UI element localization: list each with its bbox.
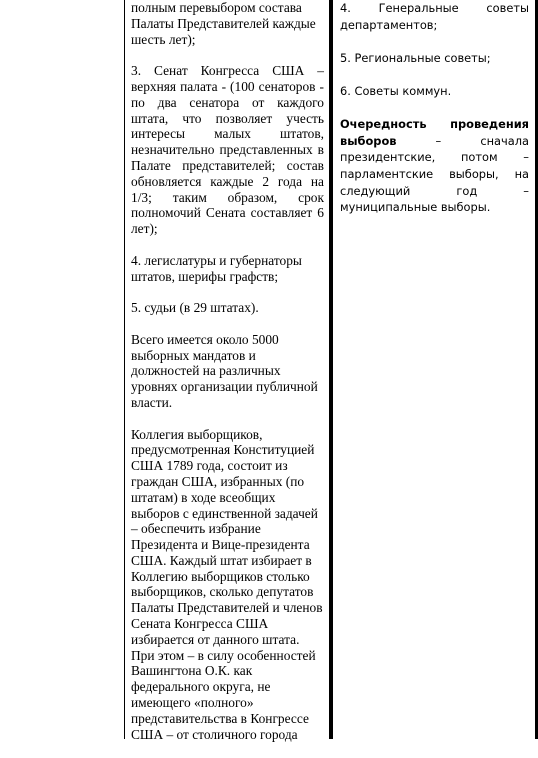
paragraph-mandates-total: Всего имеется около 5000 выборных мандатов и должностей на различных уровнях организации публичной власти. bbox=[131, 331, 318, 410]
table-border-left bbox=[124, 0, 125, 739]
paragraph-election-order bbox=[340, 116, 529, 216]
table-cell-middle bbox=[131, 0, 324, 758]
paragraph-legislatures: 4. легислатуры и губернаторы штатов, шерифы графств; bbox=[131, 252, 302, 284]
election-order-heading: Очередность проведения выборов bbox=[340, 117, 529, 148]
list-item-commune-councils: 6. Советы коммун. bbox=[340, 83, 452, 98]
list-item-regional-councils: 5. Региональные советы; bbox=[340, 50, 491, 65]
paragraph-electoral-college: Коллегия выборщиков, предусмотренная Конституцией США 1789 года, состоит из граждан США, избранных (по штатам) в ходе всеобщих выборов с единственной задачей – обеспечить избрание Президента и Вице-президента США. Каждый штат избирает в Коллегию выборщиков столько выборщиков, сколько депутатов Палаты Представителей и членов Сената Конгресса США избирается от данного штата. При этом – в силу особенностей Вашингтона О.К. как федерального округа, не имеющего «полного» представительства в Конгрессе США – от столичного города bbox=[131, 426, 323, 742]
paragraph-senate: 3. Сенат Конгресса США – верхняя палата - (100 сенаторов - по два сенатора от каждого штата, что позволяет учесть интересы малых штатов, незначительно представленных в Палате представителей; состав обновляется каждые 2 года на 1/3; таким образом, срок полномочий Сената составляет 6 лет); bbox=[131, 63, 324, 237]
paragraph-house-term: полным перевыбором состава Палаты Представителей каждые шесть лет); bbox=[131, 0, 316, 47]
table-cell-right bbox=[340, 0, 529, 232]
list-item-general-councils: 4. Генеральные советы департаментов; bbox=[340, 1, 529, 32]
paragraph-judges: 5. судьи (в 29 штатах). bbox=[131, 300, 259, 316]
election-order-text: – сначала президентские, потом – парламентские выборы, на следующий год – муниципальные выборы. bbox=[340, 133, 529, 215]
table-border-middle bbox=[329, 0, 333, 739]
